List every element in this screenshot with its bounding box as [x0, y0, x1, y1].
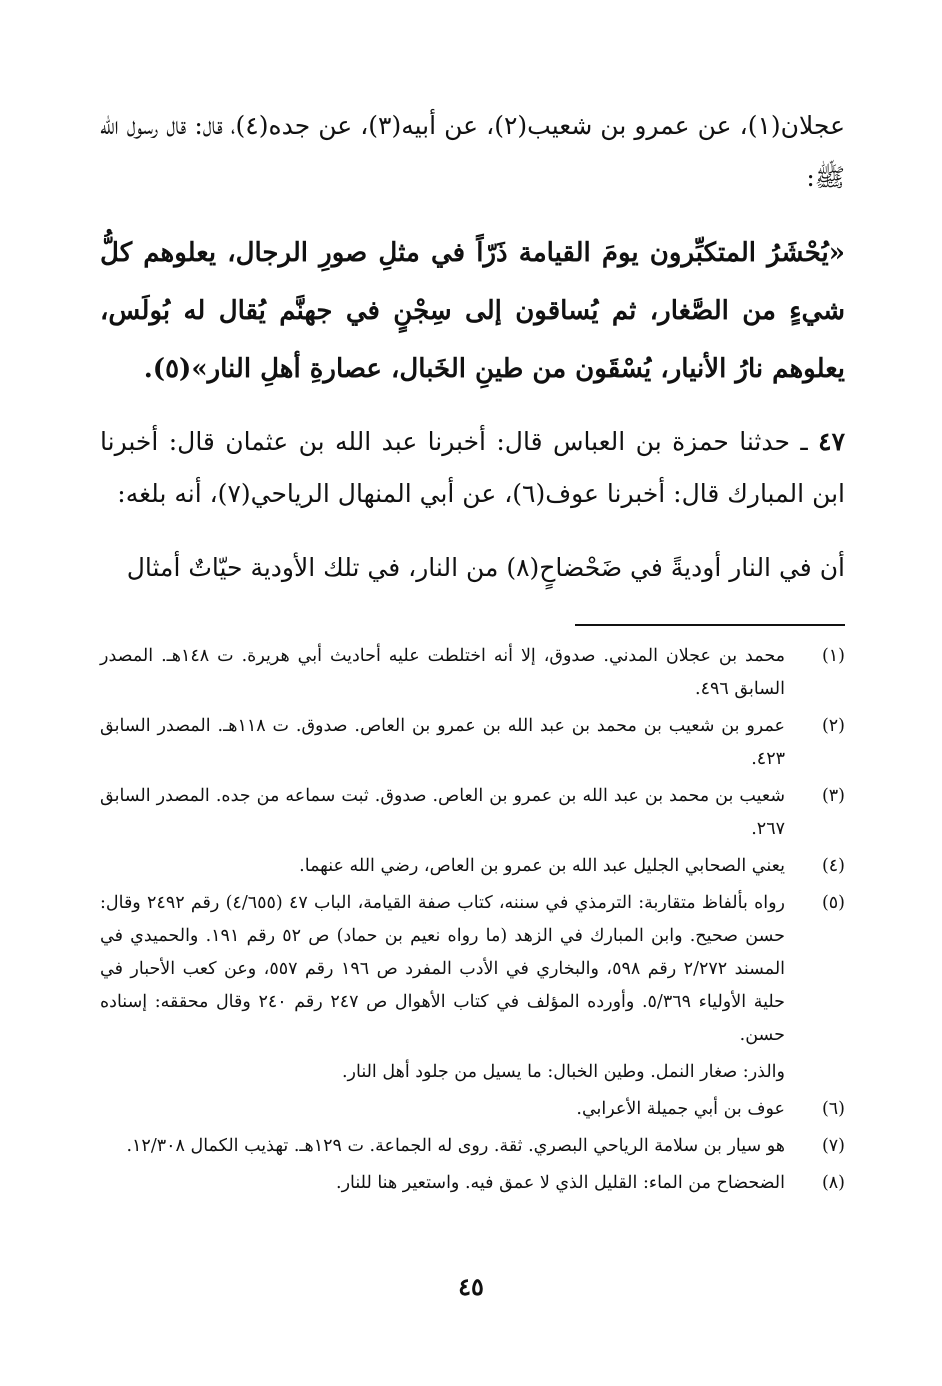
footnote-item [100, 850, 845, 883]
footnote-number: (٨) [821, 1173, 845, 1193]
footnote-text: هو سيار بن سلامة الرياحي البصري. ثقة. روى له الجماعة. ت ١٢٩هـ. تهذيب الكمال ١٢/٣٠٨. [126, 1136, 785, 1156]
footnote-number: (٦) [821, 1099, 845, 1119]
footnote-text: محمد بن عجلان المدني. صدوق، إلا أنه اختلطت عليه أحاديث أبي هريرة. ت ١٤٨هـ. المصدر السابق ٤٩٦. [100, 646, 785, 699]
footnote-text: عوف بن أبي جميلة الأعرابي. [576, 1099, 785, 1119]
intro-paragraph: عجلان(١)، عن عمرو بن شعيب(٢)، عن أبيه(٣)، عن جده(٤)، قال: قال رسول الله ﷺ: [100, 111, 845, 192]
footnote-number: (٤) [821, 856, 845, 876]
footnote-item [100, 640, 845, 706]
continuation-paragraph: أن في النار أوديةً في ضَحْضاحٍ(٨) من النار، في تلك الأودية حيّاتٌ أمثال [126, 553, 845, 582]
footnote-number: (٥) [821, 893, 845, 913]
footnotes [100, 640, 845, 1200]
narration-text: ـ حدثنا حمزة بن العباس قال: أخبرنا عبد الله بن عثمان قال: أخبرنا ابن المبارك قال: أخبرنا عوف(٦)، عن أبي المنهال الرياحي(٧)، أنه بلغه: [100, 427, 845, 508]
hadith-number: ٤٧ [818, 427, 845, 456]
page-number: ٤٥ [458, 1272, 484, 1301]
footnote-number: (٧) [821, 1136, 845, 1156]
footnote-text: يعني الصحابي الجليل عبد الله بن عمرو بن العاص، رضي الله عنهما. [299, 856, 785, 876]
footnote-continuation: والذر: صغار النمل. وطين الخبال: ما يسيل من جلود أهل النار. [341, 1062, 785, 1082]
footnote-item [100, 780, 845, 846]
footnote-divider [575, 624, 845, 626]
footnote-number: (١) [821, 646, 845, 666]
page-content [100, 100, 845, 1204]
footnote-item [100, 1130, 845, 1163]
footnote-text: شعيب بن محمد بن عبد الله بن عمرو بن العاص. صدوق. ثبت سماعه من جده. المصدر السابق ٢٦٧. [100, 786, 785, 839]
hadith-text: «يُحْشَرُ المتكبِّرون يومَ القيامة ذَرّاً في مثلِ صورِ الرجال، يعلوهم كلُّ شيءٍ من الصَّغار، ثم يُساقون إلى سِجْنٍ في جهنَّم يُقال له بُولَس، يعلوهم نارُ الأنيار، يُسْقَون من طينِ الخَبال، عصارةِ أهلِ النار»(٥). [100, 238, 845, 384]
footnote-number: (٣) [821, 786, 845, 806]
footnote-item [100, 1093, 845, 1126]
footnote-number: (٢) [821, 716, 845, 736]
footnote-item [100, 1167, 845, 1200]
footnote-text: الضحضاح من الماء: القليل الذي لا عمق فيه. واستعير هنا للنار. [336, 1173, 785, 1193]
footnote-item [100, 710, 845, 776]
narration-paragraph [100, 416, 845, 520]
footnote-item [100, 887, 845, 1052]
footnote-text: رواه بألفاظ متقاربة: الترمذي في سننه، كتاب صفة القيامة، الباب ٤٧ (٤/٦٥٥) رقم ٢٤٩٢ وقال: حسن صحيح. وابن المبارك في الزهد (ما رواه نعيم بن حماد) ص ٥٢ رقم ١٩١. والحميدي في المسند ٢/٢٧٢ رقم ٥٩٨، والبخاري في الأدب المفرد ص ١٩٦ رقم ٥٥٧، وعن كعب الأحبار في حلية الأولياء ٥/٣٦٩. وأورده المؤلف في كتاب الأهوال ص ٢٤٧ رقم ٢٤٠ وقال محققه: إسناده حسن. [100, 893, 786, 1045]
footnote-text: عمرو بن شعيب بن محمد بن عبد الله بن عمرو بن العاص. صدوق. ت ١١٨هـ. المصدر السابق ٤٢٣. [100, 716, 785, 769]
